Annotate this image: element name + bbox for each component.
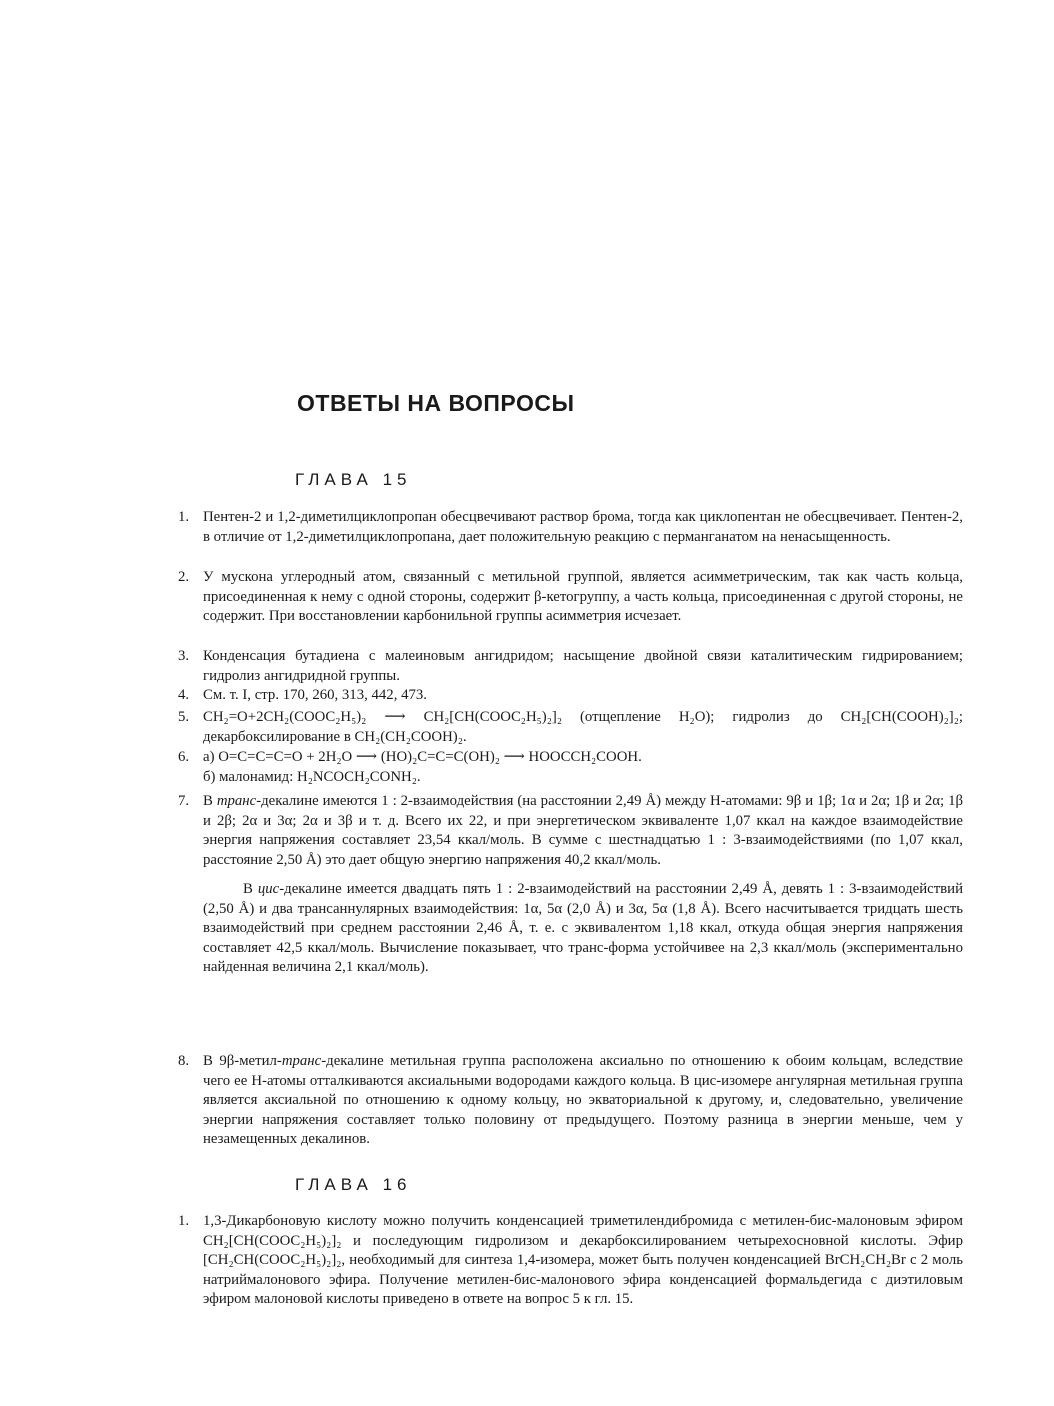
answer-15-1	[178, 508, 963, 547]
text-run: В	[203, 793, 217, 809]
answer-paragraph-1	[203, 792, 963, 870]
chapter-16-heading: ГЛАВА 16	[295, 1175, 412, 1194]
text-run: -декалине метильная группа расположена аксиально по отношению к обоим кольцам, вследствие чего ее H-атомы отталкиваются аксиальными водородами каждого кольца. В цис-изомере ангулярная метильная группа является аксиальной по отношению к одному кольцу, но экваториальной к другому, и, следовательно, увеличение энергии напряжения составляет только половину от предыдущего. Поэтому разница в энергии меньше, чем у незамещенных декалинов.	[203, 1053, 963, 1147]
text-run: В	[243, 881, 258, 897]
italic-term: транс	[281, 1053, 322, 1069]
answer-number: 7.	[178, 793, 190, 809]
answer-number: 4.	[178, 687, 190, 703]
answer-number: 8.	[178, 1053, 190, 1069]
answer-15-8	[178, 1052, 963, 1150]
answer-text: 1,3-Дикарбоновую кислоту можно получить конденсацией триметилендибромида с метилен-бис-малоновым эфиром CH₂[CH(COOC₂H₅)₂]₂ и последующим гидролизом и декарбоксилированием четырехосновной кислоты. Эфир [CH₂CH(COOC₂H₅)₂]₂, необходимый для синтеза 1,4-изомера, может быть получен конденсацией BrCH₂CH₂Br с 2 моль натриймалонового эфира. Получение метилен-бис-малонового эфира конденсацией формальдегида с диэтиловым эфиром малоновой кислоты приведено в ответе на вопрос 5 к гл. 15.	[203, 1213, 963, 1307]
answer-text: У мускона углеродный атом, связанный с метильной группой, является асимметрическим, так как часть кольца, присоединенная к нему с одной стороны, содержит β-кетогруппу, а часть кольца, присоединенная с другой стороны, не содержит. При восстановлении карбонильной группы асимметрия исчезает.	[203, 569, 963, 624]
text-run: -декалине имеются 1 : 2-взаимодействия (на расстоянии 2,49 Å) между H-атомами: 9β и 1β; 1α и 2α; 1β и 2α; 1β и 2β; 2α и 3α; 2α и 3β и т. д. Всего их 22, и при энергетическом эквиваленте 1,07 ккал на каждое взаимодействие энергия напряжения составляет 23,54 ккал/моль. В сумме с шестнадцатью 1 : 3-взаимодействиями (по 1,07 ккал, расстояние 2,50 Å) это дает общую энергию напряжения 40,2 ккал/моль.	[203, 793, 963, 868]
answer-paragraph-2	[203, 880, 963, 978]
answer-number: 5.	[178, 709, 190, 725]
answer-15-2	[178, 568, 963, 627]
italic-term: цис	[257, 881, 280, 897]
answer-number: 3.	[178, 648, 190, 664]
answer-15-7	[178, 792, 963, 978]
answer-15-3	[178, 647, 963, 686]
answer-number: 6.	[178, 749, 190, 765]
answer-text: Пентен-2 и 1,2-диметилциклопропан обесцвечивают раствор брома, тогда как циклопентан не обесцвечивает. Пентен-2, в отличие от 1,2-диметилциклопропана, дает положительную реакцию с перманганатом на ненасыщенность.	[203, 509, 963, 545]
answer-16-1	[178, 1212, 963, 1310]
answer-15-6	[178, 748, 963, 787]
answer-number: 1.	[178, 1213, 190, 1229]
answer-text: CH₂=O+2CH₂(COOC₂H₅)₂ ⟶ CH₂[CH(COOC₂H₅)₂]₂ (отщепление H₂O); гидролиз до CH₂[CH(COOH)₂]₂; декарбоксилирование в CH₂(CH₂COOH)₂.	[203, 709, 963, 745]
answer-text: Конденсация бутадиена с малеиновым ангидридом; насыщение двойной связи каталитическим гидрированием; гидролиз ангидридной группы.	[203, 648, 963, 684]
answer-text: См. т. I, стр. 170, 260, 313, 442, 473.	[203, 687, 427, 703]
text-run: В 9β-метил-	[203, 1053, 282, 1069]
answer-15-4	[178, 686, 963, 706]
text-run: -декалине имеется двадцать пять 1 : 2-взаимодействий на расстоянии 2,49 Å, девять 1 : 3-взаимодействий (2,50 Å) и два трансаннулярных взаимодействия: 1α, 5α (2,0 Å) и 3α, 5α (1,8 Å). Всего насчитывается тридцать шесть взаимодействий при среднем расстоянии 2,46 Å, т. е. с эквивалентом 1,18 ккал, откуда общая энергия напряжения составляет 42,5 ккал/моль. Вычисление показывает, что транс-форма устойчивее на 2,3 ккал/моль (экспериментально найденная величина 2,1 ккал/моль).	[203, 881, 963, 975]
answer-number: 1.	[178, 509, 190, 525]
answer-15-5	[178, 708, 963, 747]
chapter-15-heading: ГЛАВА 15	[295, 470, 412, 489]
page-title: ОТВЕТЫ НА ВОПРОСЫ	[297, 390, 575, 416]
italic-term: транс	[216, 793, 257, 809]
answer-line-a: а) O=C=C=C=O + 2H₂O ⟶ (HO)₂C=C=C(OH)₂ ⟶ HOOCCH₂COOH.	[203, 749, 642, 765]
answer-number: 2.	[178, 569, 190, 585]
answer-line-b: б) малонамид: H₂NCOCH₂CONH₂.	[203, 768, 421, 785]
